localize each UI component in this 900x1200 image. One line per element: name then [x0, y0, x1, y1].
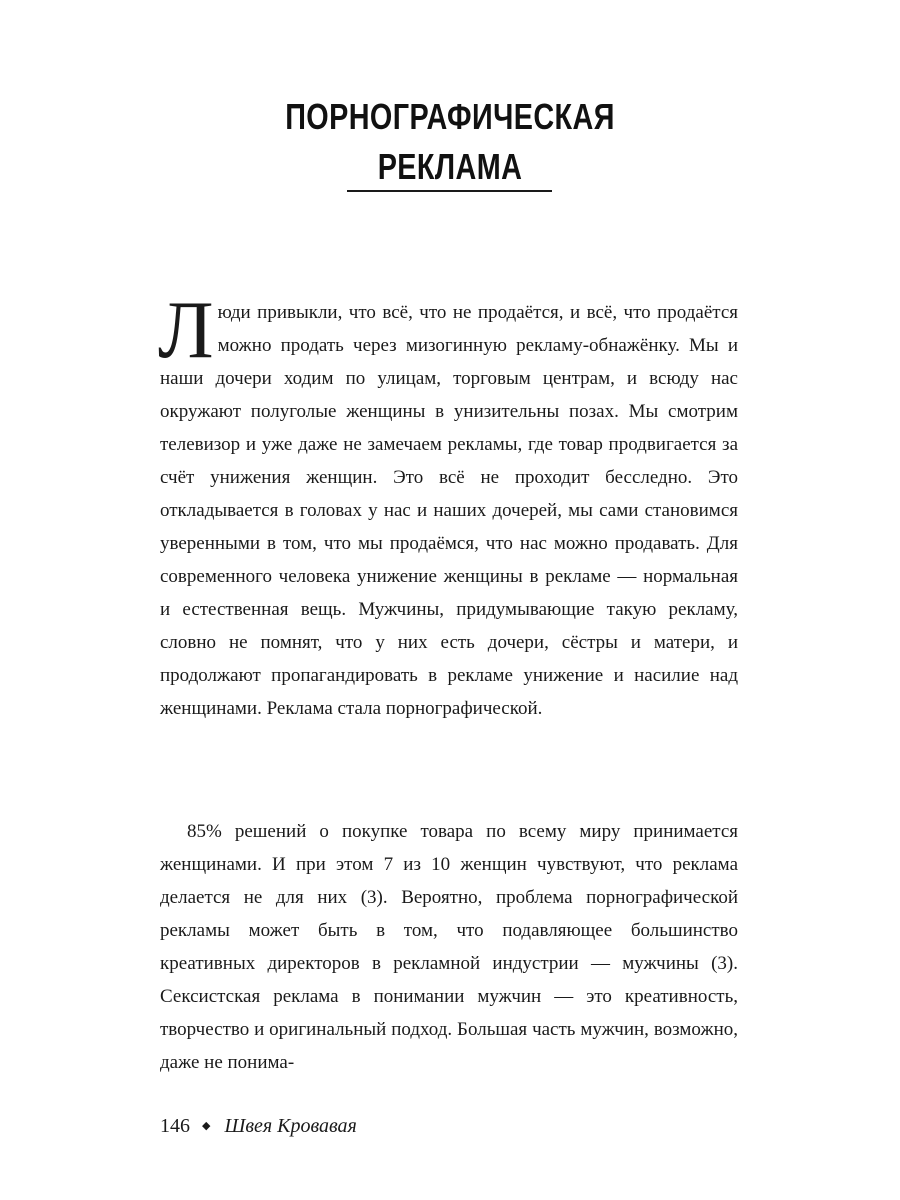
title-underline-divider	[347, 190, 552, 192]
chapter-title-line-2: РЕКЛАМА	[377, 146, 523, 187]
author-name: Швея Кровавая	[224, 1115, 357, 1137]
paragraph-1	[158, 284, 738, 725]
paragraph-2	[160, 815, 738, 1079]
page-footer	[160, 1112, 357, 1140]
page-number: 146	[160, 1115, 190, 1137]
paragraph-1-text: юди привыкли, что всё, что не продаётся, и всё, что продаётся можно продать через мизогинную рекламу-обнажёнку. Мы и наши дочери ходим по улицам, торговым центрам, и всюду нас окружают полуголые женщины в унизительны позах. Мы смотрим телевизор и уже даже не замечаем рекламы, где товар продвигается за счёт унижения женщин. Это всё не проходит бесследно. Это откладывается в головах у нас и наших дочерей, мы сами становимся уверенными в том, что мы продаёмся, что нас можно продавать. Для современного человека унижение женщины в рекламе — нормальная и естественная вещь. Мужчины, придумывающие такую рекламу, словно не помнят, что у них есть дочери, сёстры и матери, и продолжают пропагандировать в рекламе унижение и насилие над женщинами. Реклама стала порнографической.	[160, 302, 738, 719]
chapter-title	[90, 92, 810, 192]
chapter-title-line-1: ПОРНОГРАФИЧЕСКАЯ	[285, 96, 615, 137]
drop-cap: Л	[158, 284, 214, 375]
diamond-icon: ◆	[202, 1120, 211, 1132]
paragraph-2-text: 85% решений о покупке товара по всему миру принимается женщинами. И при этом 7 из 10 женщин чувствуют, что реклама делается не для них (3). Вероятно, проблема порнографической рекламы может быть в том, что подавляющее большинство креативных директоров в рекламной индустрии — мужчины (3). Сексистская реклама в понимании мужчин — это креативность, творчество и оригинальный подход. Большая часть мужчин, возможно, даже не понима-	[160, 821, 738, 1073]
